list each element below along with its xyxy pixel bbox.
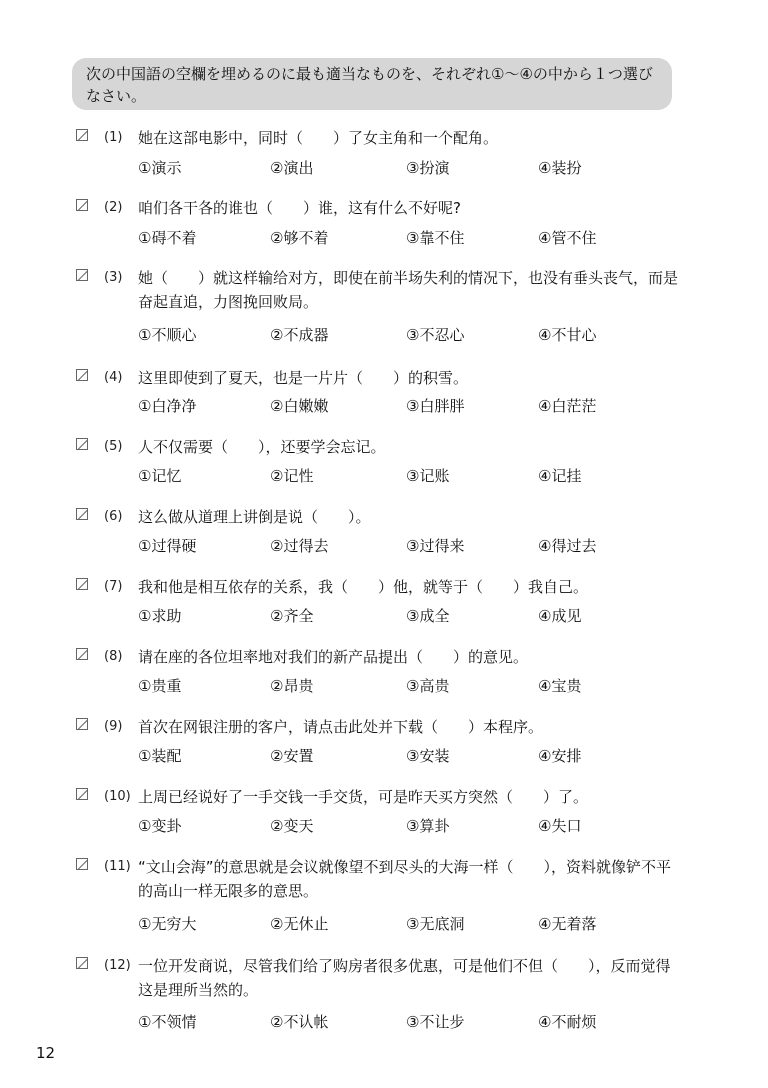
checkbox-icon[interactable] (76, 957, 88, 969)
question-number: (9) (104, 719, 123, 734)
question-stem: 上周已经说好了一手交钱一手交货，可是昨天买方突然（ ）了。 (138, 788, 589, 806)
option-1[interactable]: ①贵重 (138, 677, 182, 695)
question-number: (7) (104, 579, 123, 594)
option-2[interactable]: ②够不着 (270, 229, 329, 247)
checkbox-icon[interactable] (76, 508, 88, 520)
page-number: 12 (36, 1044, 56, 1062)
option-4[interactable]: ④不甘心 (538, 326, 597, 344)
question-number: (6) (104, 509, 123, 524)
option-2[interactable]: ②过得去 (270, 537, 329, 555)
option-2[interactable]: ②齐全 (270, 607, 314, 625)
option-1[interactable]: ①不领情 (138, 1013, 197, 1031)
option-4[interactable]: ④不耐烦 (538, 1013, 597, 1031)
question-number: (3) (104, 270, 123, 285)
option-3[interactable]: ③不让步 (406, 1013, 465, 1031)
option-1[interactable]: ①无穷大 (138, 915, 197, 933)
option-4[interactable]: ④管不住 (538, 229, 597, 247)
option-2[interactable]: ②不认帐 (270, 1013, 329, 1031)
option-4[interactable]: ④成见 (538, 607, 582, 625)
question-number: (4) (104, 370, 123, 385)
checkbox-icon[interactable] (76, 648, 88, 660)
option-row (138, 226, 678, 250)
question-number: (1) (104, 130, 123, 145)
option-row (138, 1010, 678, 1034)
option-row (138, 814, 678, 838)
option-2[interactable]: ②变天 (270, 817, 314, 835)
question-stem: “文山会海”的意思就是会议就像望不到尽头的大海一样（ ），资料就像铲不平的高山一样无限多的意思。 (138, 858, 672, 900)
option-3[interactable]: ③记账 (406, 467, 450, 485)
instruction-text: 次の中国語の空欄を埋めるのに最も適当なものを、それぞれ①～④の中から１つ選びなさい。 (86, 65, 653, 105)
checkbox-icon[interactable] (76, 858, 88, 870)
option-row (138, 912, 678, 936)
option-1[interactable]: ①碍不着 (138, 229, 197, 247)
option-row (138, 323, 678, 347)
instruction-box (72, 58, 672, 110)
checkbox-icon[interactable] (76, 718, 88, 730)
question-number: (2) (104, 200, 123, 215)
option-2[interactable]: ②白嫩嫩 (270, 397, 329, 415)
option-1[interactable]: ①记忆 (138, 467, 182, 485)
option-4[interactable]: ④装扮 (538, 159, 582, 177)
question-stem: 人不仅需要（ ），还要学会忘记。 (138, 438, 386, 456)
option-1[interactable]: ①白净净 (138, 397, 197, 415)
checkbox-icon[interactable] (76, 369, 88, 381)
question-stem: 她（ ）就这样输给对方，即使在前半场失利的情况下，也没有垂头丧气，而是奋起直追，力图挽回败局。 (138, 269, 679, 311)
option-1[interactable]: ①变卦 (138, 817, 182, 835)
option-1[interactable]: ①求助 (138, 607, 182, 625)
option-1[interactable]: ①演示 (138, 159, 182, 177)
option-2[interactable]: ②记性 (270, 467, 314, 485)
question-number: (8) (104, 649, 123, 664)
option-3[interactable]: ③扮演 (406, 159, 450, 177)
option-row (138, 674, 678, 698)
question-number: (10) (104, 789, 131, 804)
checkbox-icon[interactable] (76, 578, 88, 590)
checkbox-icon[interactable] (76, 788, 88, 800)
option-3[interactable]: ③算卦 (406, 817, 450, 835)
option-4[interactable]: ④宝贵 (538, 677, 582, 695)
option-3[interactable]: ③不忍心 (406, 326, 465, 344)
option-4[interactable]: ④失口 (538, 817, 582, 835)
question-stem: 这里即使到了夏天，也是一片片（ ）的积雪。 (138, 369, 469, 387)
option-row (138, 604, 678, 628)
option-row (138, 156, 678, 180)
option-row (138, 464, 678, 488)
option-row (138, 534, 678, 558)
option-row (138, 744, 678, 768)
option-3[interactable]: ③白胖胖 (406, 397, 465, 415)
question-number: (11) (104, 859, 131, 874)
option-4[interactable]: ④白茫茫 (538, 397, 597, 415)
option-3[interactable]: ③高贵 (406, 677, 450, 695)
option-2[interactable]: ②安置 (270, 747, 314, 765)
option-2[interactable]: ②不成器 (270, 326, 329, 344)
option-row (138, 394, 678, 418)
question-number: (5) (104, 439, 123, 454)
option-1[interactable]: ①装配 (138, 747, 182, 765)
checkbox-icon[interactable] (76, 129, 88, 141)
option-3[interactable]: ③靠不住 (406, 229, 465, 247)
option-4[interactable]: ④安排 (538, 747, 582, 765)
option-2[interactable]: ②昂贵 (270, 677, 314, 695)
option-1[interactable]: ①过得硬 (138, 537, 197, 555)
option-3[interactable]: ③过得来 (406, 537, 465, 555)
option-1[interactable]: ①不顺心 (138, 326, 197, 344)
option-3[interactable]: ③成全 (406, 607, 450, 625)
option-4[interactable]: ④记挂 (538, 467, 582, 485)
question-stem: 首次在网银注册的客户，请点击此处并下载（ ）本程序。 (138, 718, 544, 736)
option-3[interactable]: ③无底洞 (406, 915, 465, 933)
option-2[interactable]: ②无休止 (270, 915, 329, 933)
checkbox-icon[interactable] (76, 269, 88, 281)
option-4[interactable]: ④得过去 (538, 537, 597, 555)
question-stem: 咱们各干各的谁也（ ）谁，这有什么不好呢? (138, 199, 461, 217)
option-4[interactable]: ④无着落 (538, 915, 597, 933)
question-stem: 我和他是相互依存的关系，我（ ）他，就等于（ ）我自己。 (138, 578, 589, 596)
question-stem: 请在座的各位坦率地对我们的新产品提出（ ）的意见。 (138, 648, 529, 666)
option-3[interactable]: ③安装 (406, 747, 450, 765)
checkbox-icon[interactable] (76, 199, 88, 211)
question-stem: 这么做从道理上讲倒是说（ ）。 (138, 508, 371, 526)
option-2[interactable]: ②演出 (270, 159, 314, 177)
question-stem: 她在这部电影中，同时（ ）了女主角和一个配角。 (138, 129, 499, 147)
question-number: (12) (104, 958, 131, 973)
checkbox-icon[interactable] (76, 438, 88, 450)
question-stem: 一位开发商说，尽管我们给了购房者很多优惠，可是他们不但（ ），反而觉得这是理所当然的。 (138, 957, 671, 999)
